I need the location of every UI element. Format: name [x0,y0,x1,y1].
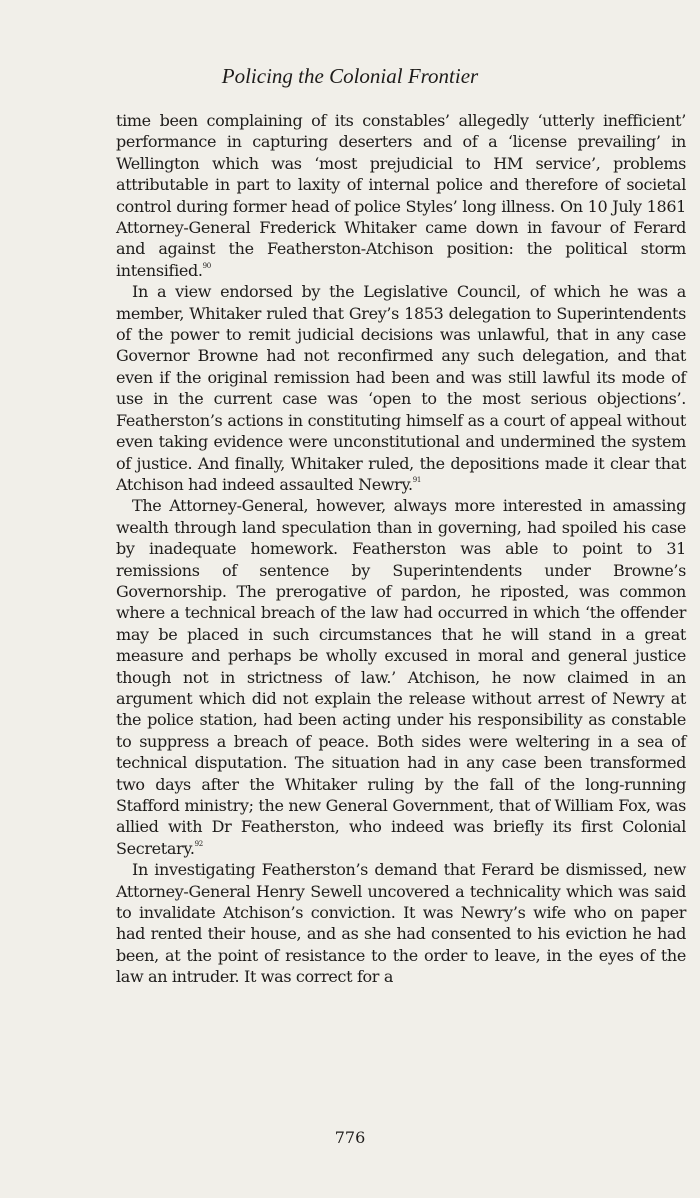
running-header: Policing the Colonial Frontier [221,64,479,88]
page-number: 776 [334,1128,366,1147]
paragraph-text: The Attorney-General, however, always more interested in amassing wealth through land speculation than in governing, had spoiled his case by inadequate homework. Featherston was able to point to 31 remissions of sentence by Superintendents under Browne’s Governorship. The prerogative of pardon, he riposted, was common where a technical breach of the law had occurred in which ‘the offender may be placed in such circumstances that he will stand in a great measure and perhaps be wholly excused in moral and general justice though not in strictness of law.’ Atchison, he now claimed in an argument which did not explain the release without arrest of Newry at the police station, had been acting under his responsibility as constable to suppress a breach of peace. Both sides were weltering in a sea of technical disputation. The situation had in any case been transformed two days after the Whitaker ruling by the fall of the long-running Stafford ministry; the new General Government, that of William Fox, was allied with Dr Featherston, who indeed was briefly its first Colonial Secretary. [116,496,686,858]
page-body [116,110,686,988]
paragraph-text: In investigating Featherston’s demand that Ferard be dismissed, new Attorney-General Henry Sewell uncovered a technicality which was said to invalidate Atchison’s conviction. It was Newry’s wife who on paper had rented their house, and as she had consented to his eviction he had been, at the point of resistance to the order to leave, in the eyes of the law an intruder. It was correct for a [116,860,686,987]
footnote-marker: 90 [202,261,211,270]
paragraph-1 [116,110,686,281]
footnote-marker: 91 [412,475,422,484]
paragraph-text: In a view endorsed by the Legislative Council, of which he was a member, Whitaker ruled that Grey’s 1853 delegation to Superintendents of the power to remit judicial decisions was unlawful, that in any case Governor Browne had not reconfirmed any such delegation, and that even if the original remission had been and was still lawful its mode of use in the current case was ‘open to the most serious objections’. Featherston’s actions in constituting himself as a court of appeal without even taking evidence were unconstitutional and undermined the system of justice. And finally, Whitaker ruled, the depositions made it clear that Atchison had indeed assaulted Newry. [116,282,686,494]
paragraph-2 [116,281,686,495]
paragraph-3 [116,495,686,859]
footnote-marker: 92 [194,839,203,848]
paragraph-text: time been complaining of its constables’ allegedly ‘utterly inefficient’ performance in capturing deserters and of a ‘license prevailing’ in Wellington which was ‘most prejudicial to HM service’, problems attributable in part to laxity of internal police and therefore of societal control during former head of police Styles’ long illness. On 10 July 1861 Attorney-General Frederick Whitaker came down in favour of Ferard and against the Featherston-Atchison position: the political storm intensified. [116,111,686,280]
paragraph-4 [116,859,686,987]
